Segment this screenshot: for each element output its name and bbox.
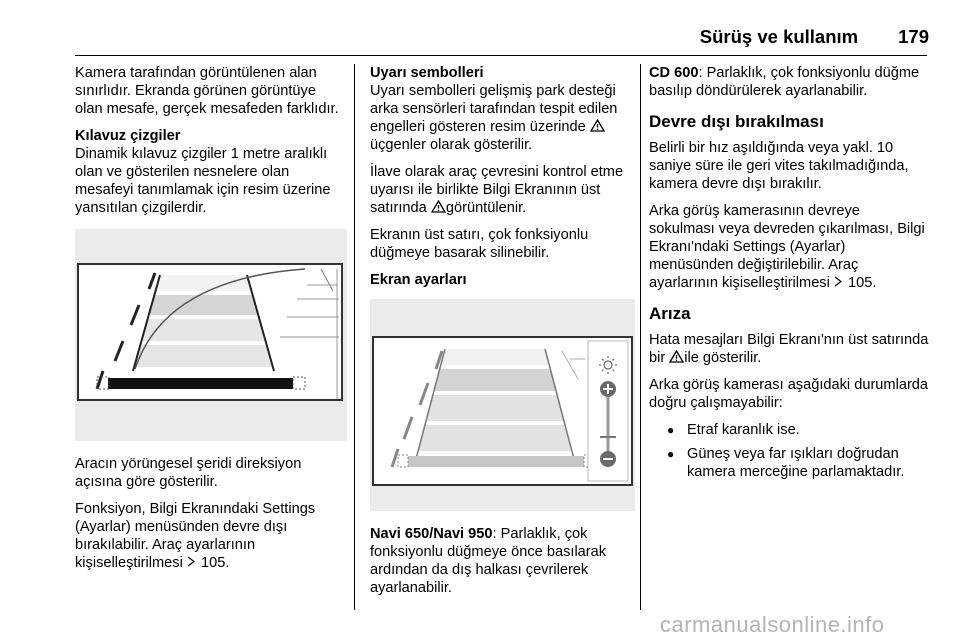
warning-symbols-heading: Uyarı sembolleri: [370, 65, 484, 81]
column-divider-1: [354, 64, 355, 610]
column-1: [75, 64, 347, 581]
figure-caption: Aracın yörüngesel şeridi direksiyon açısına göre gösterilir.: [75, 456, 302, 490]
disable-heading: Devre dışı bırakılması: [649, 112, 824, 131]
lane-band-4: [419, 425, 571, 451]
fault-intro: Arka görüş kamerası aşağıdaki durumlarda doğru çalışmayabilir:: [649, 377, 929, 411]
list-item: ● Güneş veya far ışıkları doğrudan kamera merceğine parlamaktadır.: [669, 445, 929, 481]
delete-line-paragraph: Ekranın üst satırı, çok fonksiyonlu düğmeye basarak silinebilir.: [370, 227, 589, 261]
lane-band-1: [440, 349, 550, 365]
extra-warning-paragraph: İlave olarak araç çevresini kontrol etme uyarısı ile birlikte Bilgi Ekranının üst satırında görüntülenir.: [370, 164, 624, 216]
intro-paragraph: Kamera tarafından görüntülenen alan sınırlıdır. Ekranda görünen görüntüye olan mesafe, gerçek mesafeden farklıdır.: [75, 65, 339, 117]
column-2: [370, 64, 635, 606]
guide-lines-illustration: [75, 229, 347, 441]
guide-lines-heading: Kılavuz çizgiler: [75, 128, 181, 144]
lane-band-1: [156, 275, 251, 291]
warning-triangle-icon: [431, 200, 446, 213]
screen-settings-heading: Ekran ayarları: [370, 272, 467, 288]
warning-symbols-paragraph: Uyarı sembolleri gelişmiş park desteği arka sensörleri tarafından tespit edilen engelleri gösteren resim üzerinde üçgenler olarak gösterilir.: [370, 83, 618, 153]
fault-paragraph: Hata mesajları Bilgi Ekranı'nın üst satırında bir ile gösterilir.: [649, 332, 929, 366]
disable-paragraph: Belirli bir hız aşıldığında veya yakl. 10 saniye süre ile geri vites takılmadığında, kamera devre dışı bırakılır.: [649, 140, 909, 192]
cd-label: CD 600: [649, 65, 699, 81]
lane-band-2: [149, 295, 258, 315]
config-paragraph: Arka görüş kamerasının devreye sokulması veya devreden çıkarılması, Bilgi Ekranı'ndaki Settings (Ayarlar) menüsünden değiştirilebilir. Araç ayarlarının kişiselleştirilmesi 105.: [649, 203, 925, 291]
navi-paragraph: Navi 650/Navi 950: Parlaklık, çok fonksiyonlu düğmeye önce basılarak ardından da dış halkası çevrilerek ayarlanabilir.: [370, 526, 607, 596]
fault-heading: Arıza: [649, 304, 691, 323]
page-number: 179: [898, 26, 929, 47]
column-divider-2: [640, 64, 641, 610]
fault-list: [649, 421, 929, 481]
column-3: [649, 64, 929, 487]
page-header: [0, 26, 929, 50]
lane-band-3: [142, 319, 265, 341]
deactivate-paragraph: Fonksiyon, Bilgi Ekranındaki Settings (Ayarlar) menüsünden devre dışı bırakılabilir. Araç ayarlarının kişiselleştirilmesi 105.: [75, 501, 316, 571]
lane-band-4: [135, 345, 272, 367]
watermark: carmanualsonline.info: [660, 612, 885, 637]
screen-settings-figure: [370, 299, 635, 511]
guide-lines-figure: [75, 229, 347, 441]
screen-settings-illustration: [370, 299, 635, 511]
page-ref-icon: [187, 554, 197, 572]
lane-band-2: [433, 369, 557, 391]
header-rule: [75, 55, 927, 56]
guide-lines-paragraph: Dinamik kılavuz çizgiler 1 metre aralıklı olan ve gösterilen nesnelere olan mesafeyi tanımlamak için resim üzerine yansıtılan çizgilerdir.: [75, 146, 331, 216]
section-title: Sürüş ve kullanım: [699, 26, 859, 47]
warning-triangle-icon: [669, 350, 684, 363]
list-item: ● Etraf karanlık ise.: [669, 421, 929, 439]
lane-band-3: [426, 395, 564, 421]
warning-triangle-icon: [590, 119, 605, 132]
page-ref-icon: [834, 274, 844, 292]
navi-label: Navi 650/Navi 950: [370, 526, 493, 542]
cd-paragraph: CD 600: Parlaklık, çok fonksiyonlu düğme basılıp döndürülerek ayarlanabilir.: [649, 65, 920, 99]
